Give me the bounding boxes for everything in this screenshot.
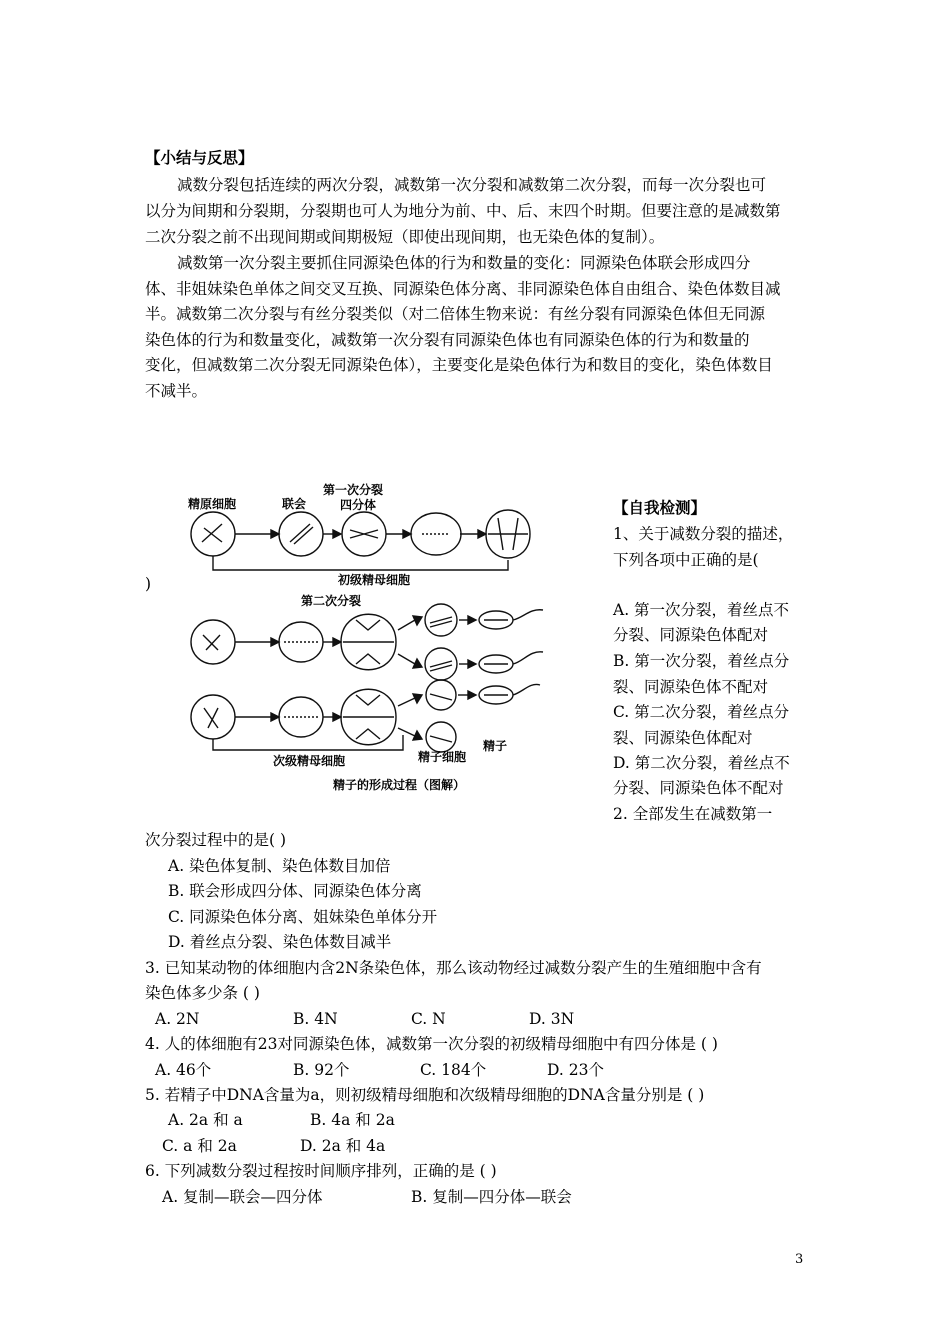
- q2-option: B. 联会形成四分体、同源染色体分离: [168, 882, 422, 900]
- diagram-label: 精原细胞: [188, 497, 237, 511]
- q1-option: C. 第二次分裂，着丝点分: [613, 703, 790, 721]
- q2-option: A. 染色体复制、染色体数目加倍: [168, 857, 391, 875]
- q6-option: B. 复制—四分体—联会: [411, 1188, 572, 1206]
- stray-paren: ): [145, 575, 152, 593]
- q1-option: A. 第一次分裂，着丝点不: [613, 601, 790, 619]
- summary-line: 二次分裂之前不出现间期或间期极短（即使出现间期，也无染色体的复制）。: [145, 228, 665, 246]
- q2-start: 2. 全部发生在减数第一: [613, 805, 773, 823]
- q1-option: 裂、同源染色体配对: [613, 729, 753, 747]
- q1-line: 1、关于减数分裂的描述，: [613, 525, 794, 543]
- q3-line: 3. 已知某动物的体细胞内含2N条染色体，那么该动物经过减数分裂产生的生殖细胞中含有: [145, 959, 762, 977]
- q1-option: 裂、同源染色体不配对: [613, 678, 769, 696]
- diagram-label: 精子: [483, 739, 508, 753]
- diagram-label: 次级精母细胞: [273, 754, 346, 768]
- page-number: 3: [795, 1252, 804, 1267]
- summary-line: 以分为间期和分裂期，分裂期也可人为地分为前、中、后、末四个时期。但要注意的是减数第: [145, 202, 781, 220]
- q4-option: C. 184个: [420, 1061, 487, 1079]
- diagram-label: 第一次分裂: [323, 483, 384, 497]
- diagram-label: 精子细胞: [418, 750, 467, 764]
- q3-option: C. N: [411, 1010, 446, 1028]
- diagram-label: 初级精母细胞: [338, 573, 411, 587]
- synapsis-cell: [279, 512, 323, 556]
- spermatogenesis-diagram: [178, 480, 598, 800]
- q5-text: 5. 若精子中DNA含量为a，则初级精母细胞和次级精母细胞的DNA含量分别是 ( ): [145, 1086, 705, 1104]
- diagram-label: 联会: [282, 497, 307, 511]
- q2-cont: 次分裂过程中的是( ): [145, 831, 287, 849]
- q5-option: A. 2a 和 a: [168, 1111, 243, 1129]
- q6-option: A. 复制—联会—四分体: [162, 1188, 323, 1206]
- q5-option: D. 2a 和 4a: [300, 1137, 386, 1155]
- self-check-heading: 【自我检测】: [613, 498, 707, 517]
- q4-option: A. 46个: [155, 1061, 212, 1079]
- q4-option: D. 23个: [547, 1061, 604, 1079]
- q2-option: D. 着丝点分裂、染色体数目减半: [168, 933, 392, 951]
- q5-option: B. 4a 和 2a: [310, 1111, 395, 1129]
- q3-option: D. 3N: [529, 1010, 575, 1028]
- q2-option: C. 同源染色体分离、姐妹染色单体分开: [168, 908, 438, 926]
- summary-heading: 【小结与反思】: [145, 148, 254, 167]
- q1-option: 分裂、同源染色体配对: [613, 626, 769, 644]
- summary-line: 体、非姐妹染色单体之间交叉互换、同源染色体分离、非同源染色体自由组合、染色体数目减: [145, 280, 781, 298]
- diagram-label: 第二次分裂: [301, 594, 362, 608]
- q3-line: 染色体多少条 ( ): [145, 984, 260, 1002]
- summary-line: 染色体的行为和数量变化，减数第一次分裂有同源染色体也有同源染色体的行为和数量的: [145, 331, 750, 349]
- q1-option: B. 第一次分裂，着丝点分: [613, 652, 790, 670]
- q4-text: 4. 人的体细胞有23对同源染色体，减数第一次分裂的初级精母细胞中有四分体是 ( ): [145, 1035, 718, 1053]
- q3-option: B. 4N: [293, 1010, 338, 1028]
- q4-option: B. 92个: [293, 1061, 350, 1079]
- q1-line: 下列各项中正确的是(: [613, 551, 759, 569]
- q6-text: 6. 下列减数分裂过程按时间顺序排列，正确的是 ( ): [145, 1162, 497, 1180]
- q1-option: D. 第二次分裂，着丝点不: [613, 754, 790, 772]
- q5-option: C. a 和 2a: [162, 1137, 237, 1155]
- diagram-caption: 精子的形成过程（图解）: [333, 778, 466, 792]
- q1-option: 分裂、同源染色体不配对: [613, 779, 784, 797]
- summary-line: 变化，但减数第二次分裂无同源染色体），主要变化是染色体行为和数目的变化，染色体数目: [145, 356, 773, 374]
- summary-line: 不减半。: [145, 382, 208, 400]
- summary-line: 减数分裂包括连续的两次分裂，减数第一次分裂和减数第二次分裂，而每一次分裂也可: [177, 176, 767, 194]
- q3-option: A. 2N: [155, 1010, 200, 1028]
- summary-line: 减数第一次分裂主要抓住同源染色体的行为和数量的变化：同源染色体联会形成四分: [177, 254, 751, 272]
- spermatogonium-cell: [191, 512, 235, 556]
- diagram-label: 四分体: [340, 498, 377, 512]
- summary-line: 半。减数第二次分裂与有丝分裂类似（对二倍体生物来说：有丝分裂有同源染色体但无同源: [145, 305, 766, 323]
